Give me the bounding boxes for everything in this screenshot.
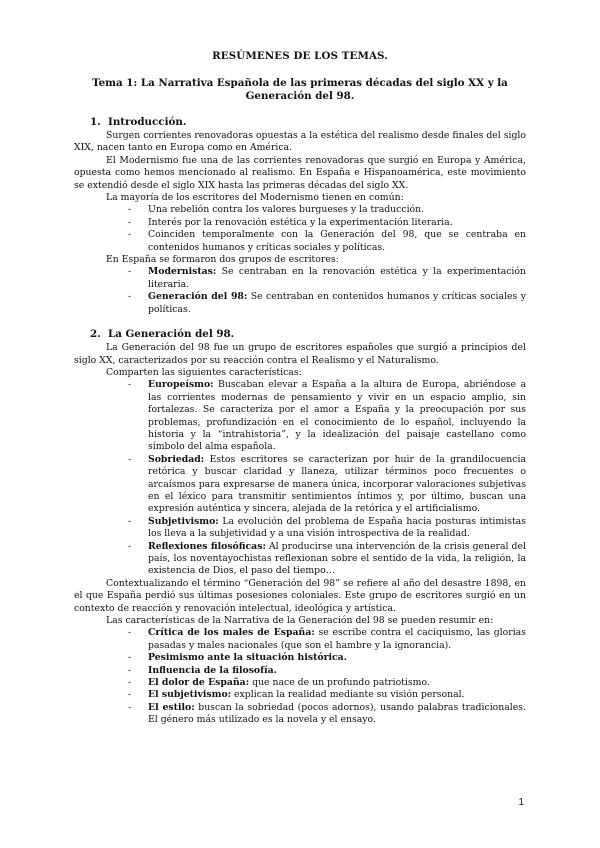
list-term: El dolor de España: — [148, 677, 250, 689]
spacer — [74, 316, 526, 328]
list-item: - El estilo: buscan la sobriedad (pocos adornos), usando palabras tradicionales. El género más utilizado es la novela y el ensayo. — [128, 701, 526, 726]
list-item: - Una rebelión contra los valores burgueses y la traducción. — [128, 204, 425, 216]
bullet-dash: - — [128, 229, 132, 241]
bullet-dash: - — [128, 379, 132, 391]
list-term: Subjetivismo: — [148, 515, 219, 527]
list-item: - Subjetivismo: La evolución del problema de España hacia posturas intimistas los lleva a la subjetividad y a una visión introspectiva de la realidad. — [128, 515, 526, 540]
list-term: El estilo: — [148, 701, 195, 713]
bullet-dash: - — [128, 664, 132, 676]
bullet-list — [74, 627, 526, 726]
list-item: - Sobriedad: Estos escritores se caracterizan por huir de la grandilocuencia retórica y buscar claridad y llaneza, utilizar términos poco frecuentes o arcaísmos para expresarse de manera única, incorporar valoraciones subjetivas en el léxico para transmitir sentimientos íntimos y, por último, buscan una expresión auténtica y sincera, alejada de la retórica y el artificialismo. — [128, 453, 526, 515]
list-term: Pesimismo ante la situación histórica. — [148, 652, 347, 664]
paragraph: La mayoría de los escritores del Modernismo tienen en común: — [106, 192, 404, 204]
list-item: - Interés por la renovación estética y la experimentación literaria. — [128, 216, 453, 228]
section-heading-generacion-98 — [74, 328, 526, 341]
paragraph: Comparten las siguientes características: — [106, 366, 302, 378]
list-term: Reflexiones filosóficas: — [148, 540, 266, 552]
list-item: - Coinciden temporalmente con la Generación del 98, que se centraba en contenidos humanos y críticas sociales y políticas. — [128, 229, 526, 253]
list-term: Sobriedad: — [148, 453, 205, 465]
bullet-dash: - — [128, 216, 132, 228]
bullet-dash: - — [128, 689, 132, 701]
document-title: RESÚMENES DE LOS TEMAS. — [212, 50, 388, 62]
bullet-dash: - — [128, 701, 132, 713]
bullet-dash: - — [128, 291, 132, 303]
section-heading-introduccion — [74, 116, 526, 129]
paragraph: En España se formaron dos grupos de escritores: — [106, 254, 339, 266]
list-item: - El subjetivismo: explican la realidad mediante su visión personal. — [128, 689, 465, 701]
list-item: - Crítica de los males de España: se escribe contra el caciquismo, las glorias pasadas y males nacionales (que son el hambre y la ignorancia). — [128, 627, 526, 651]
paragraph: Contextualizando el término “Generación del 98” se refiere al año del desastre 1898, en el que España perdió sus últimas posesiones coloniales. Este grupo de escritores surgió en un contexto de reacción y renovación intelectual, ideológica y artística. — [74, 577, 526, 614]
page-number: 1 — [518, 797, 524, 808]
list-term: Modernistas: — [148, 266, 217, 278]
bullet-dash: - — [128, 540, 132, 552]
list-item: - Europeísmo: Buscaban elevar a España a la altura de Europa, abriéndose a las corrientes modernas de pensamiento y vivir en un espacio amplio, sin fortalezas. Se caracteriza por el amor a España y la preocupación por sus problemas, profundización en el conocimiento de lo español, incluyendo la historia y la “intrahistoria”, y la idealización del paisaje castellano como símbolo del alma española. — [128, 379, 526, 453]
list-item: - El dolor de España: que nace de un profundo patriotismo. — [128, 677, 430, 689]
section-heading-text: La Generación del 98. — [108, 328, 235, 341]
bullet-dash: - — [128, 266, 132, 278]
bullet-dash: - — [128, 204, 132, 216]
bullet-list — [74, 379, 526, 578]
list-item: - Reflexiones filosóficas: Al producirse una intervención de la crisis general del país, los noventayochistas reflexionan sobre el sentido de la vida, la religión, la existencia de Dios, el paso del tiempo… — [128, 540, 526, 577]
bullet-dash: - — [128, 677, 132, 689]
paragraph: El Modernismo fue una de las corrientes renovadoras que surgió en Europa y América, opuesta como hemos mencionado al realismo. En España e Hispanoamérica, este movimiento se extendió desde el siglo XIX hasta las primeras décadas del siglo XX. — [74, 154, 526, 191]
list-term: El subjetivismo: — [148, 689, 232, 701]
list-term: Crítica de los males de España: — [148, 627, 315, 639]
section-heading-text: Introducción. — [108, 116, 187, 128]
topic-title: Tema 1: La Narrativa Española de las primeras décadas del siglo XX y la Generación del 98. — [92, 77, 508, 102]
paragraph: La Generación del 98 fue un grupo de escritores españoles que surgió a principios del siglo XX, caracterizados por su reacción contra el Realismo y el Naturalismo. — [74, 342, 526, 366]
list-term: Generación del 98: — [148, 291, 248, 303]
list-item: - Generación del 98: Se centraban en contenidos humanos y críticas sociales y políticas. — [128, 291, 526, 315]
section-number: 1. — [90, 116, 101, 128]
paragraph: Las características de la Narrativa de la Generación del 98 se pueden resumir en: — [106, 615, 494, 627]
list-item — [74, 665, 526, 677]
bullet-dash: - — [128, 453, 132, 465]
document-body — [74, 116, 526, 727]
bullet-dash: - — [128, 627, 132, 639]
list-term: Influencia de la filosofía. — [148, 664, 277, 676]
bullet-dash: - — [128, 515, 132, 527]
bullet-dash: - — [128, 652, 132, 664]
paragraph: Surgen corrientes renovadoras opuestas a la estética del realismo desde finales del siglo XIX, nacen tanto en Europa como en América. — [74, 130, 526, 154]
bullet-list — [74, 266, 526, 316]
section-number: 2. — [90, 328, 101, 341]
list-item: - Modernistas: Se centraban en la renovación estética y la experimentación literaria. — [128, 266, 526, 290]
list-term: Europeísmo: — [148, 379, 214, 391]
list-item — [74, 652, 526, 664]
bullet-list — [74, 204, 526, 254]
